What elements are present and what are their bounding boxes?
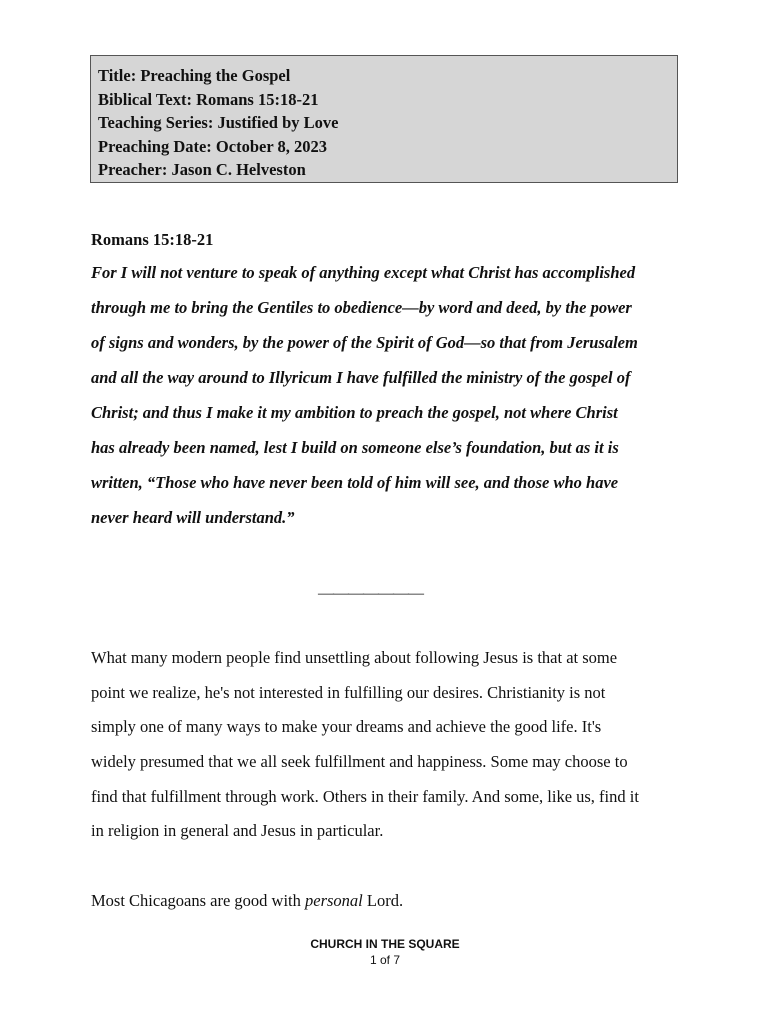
scripture-line: For I will not venture to speak of anything except what Christ has accomplished xyxy=(91,263,636,282)
emphasis-text: personal xyxy=(305,891,363,910)
body-line: in religion in general and Jesus in particular. xyxy=(91,821,384,841)
scripture-line: through me to bring the Gentiles to obedience—by word and deed, by the power xyxy=(91,298,632,317)
scripture-line: and all the way around to Illyricum I have fulfilled the ministry of the gospel of xyxy=(91,368,631,387)
body-line xyxy=(91,890,691,925)
section-separator: ——————— xyxy=(318,585,423,602)
body-line: widely presumed that we all seek fulfillment and happiness. Some may choose to xyxy=(91,752,628,772)
scripture-line: has already been named, lest I build on someone else’s foundation, but as it is xyxy=(91,438,619,457)
body-text: Most Chicagoans are good with xyxy=(91,891,306,910)
biblical-text: Biblical Text: Romans 15:18-21 xyxy=(98,89,319,109)
body-line: What many modern people find unsettling about following Jesus is that at some xyxy=(91,648,618,667)
scripture-line: of signs and wonders, by the power of the Spirit of God—so that from Jerusalem xyxy=(91,333,638,352)
scripture-line: never heard will understand.” xyxy=(91,508,295,527)
body-paragraph xyxy=(91,890,691,925)
scripture-line: written, “Those who have never been told of him will see, and those who have xyxy=(91,473,619,492)
body-text: Lord. xyxy=(362,891,404,910)
body-line: simply one of many ways to make your dreams and achieve the good life. It's xyxy=(91,717,602,737)
body-line: point we realize, he's not interested in fulfilling our desires. Christianity is not xyxy=(91,682,606,702)
sermon-title: Title: Preaching the Gospel xyxy=(98,66,291,85)
body-line: find that fulfillment through work. Others in their family. And some, like us, find it xyxy=(91,786,639,806)
scripture-passage xyxy=(91,262,691,542)
sermon-info-box xyxy=(90,55,678,183)
preacher: Preacher: Jason C. Helveston xyxy=(98,160,306,179)
scripture-reference: Romans 15:18-21 xyxy=(91,230,214,249)
scripture-line: Christ; and thus I make it my ambition to preach the gospel, not where Christ xyxy=(91,403,618,422)
footer-organization: CHURCH IN THE SQUARE xyxy=(310,937,460,951)
body-paragraph xyxy=(91,647,691,855)
page-footer xyxy=(0,936,770,968)
teaching-series: Teaching Series: Justified by Love xyxy=(98,113,339,132)
page-number: 1 of 7 xyxy=(369,953,401,967)
preaching-date: Preaching Date: October 8, 2023 xyxy=(98,136,327,156)
